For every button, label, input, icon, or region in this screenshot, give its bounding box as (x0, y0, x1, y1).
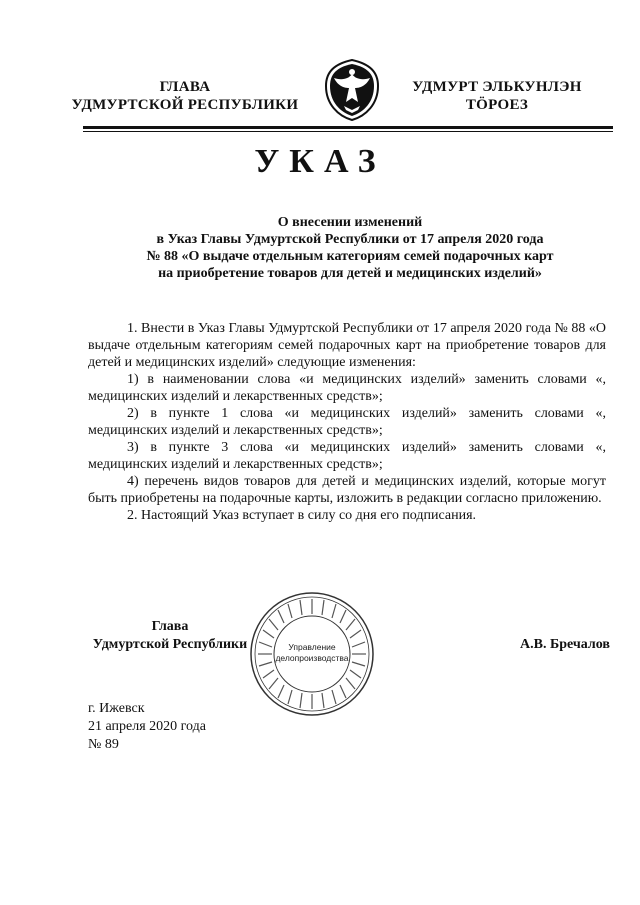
subject-line-4: на приобретение товаров для детей и медицинских изделий» (158, 266, 542, 281)
subject-line-1: О внесении изменений (277, 215, 423, 230)
header-right-line1: УДМУРТ ЭЛЬКУНЛЭН (412, 79, 582, 95)
document-type-title: УКАЗ (254, 143, 386, 180)
document-body (88, 320, 606, 524)
body-paragraph-6: 2. Настоящий Указ вступает в силу со дня его подписания. (127, 508, 477, 523)
subject-line-3: № 88 «О выдаче отдельным категориям семей подарочных карт (146, 249, 554, 264)
body-paragraph-4: 3) в пункте 3 слова «и медицинских изделий» заменить словами «, медицинских изделий и лекарственных средств»; (88, 440, 606, 472)
signatory-position-line1: Глава (151, 619, 189, 634)
signatory-position (80, 618, 260, 654)
document-number: № 89 (88, 737, 119, 752)
header-divider-thick (83, 126, 613, 129)
document-place-date-number (88, 700, 288, 754)
document-date: 21 апреля 2020 года (88, 719, 206, 734)
body-paragraph-5: 4) перечень видов товаров для детей и медицинских изделий, которые могут быть приобретены на подарочные карты, изложить в редакции согласно приложению. (88, 474, 606, 506)
header-right-title (392, 78, 602, 114)
header-left-title (70, 78, 300, 114)
header-left-line1: ГЛАВА (159, 79, 211, 95)
subject-line-2: в Указ Главы Удмуртской Республики от 17 апреля 2020 года (156, 232, 544, 247)
document-subject (100, 214, 600, 282)
stamp-inner-line-1: Управление (288, 642, 336, 652)
signatory-position-line2: Удмуртской Республики (92, 637, 248, 652)
official-stamp-seal (248, 590, 376, 718)
body-paragraph-2: 1) в наименовании слова «и медицинских изделий» заменить словами «, медицинских изделий и лекарственных средств»; (88, 372, 606, 404)
document-city: г. Ижевск (88, 701, 145, 716)
header-right-line2: ТӦРОЕЗ (465, 97, 529, 113)
header-left-line2: УДМУРТСКОЙ РЕСПУБЛИКИ (71, 97, 299, 113)
stamp-inner-line-2: делопроизводства (275, 653, 349, 663)
header-divider-thin (83, 131, 613, 132)
signatory-name: А.В. Бречалов (520, 637, 610, 652)
body-paragraph-3: 2) в пункте 1 слова «и медицинских изделий» заменить словами «, медицинских изделий и лекарственных средств»; (88, 406, 606, 438)
body-paragraph-1: 1. Внести в Указ Главы Удмуртской Республики от 17 апреля 2020 года № 88 «О выдаче отдельным категориям семей подарочных карт на приобретение товаров для детей и медицинских изделий» следующие изменения: (88, 321, 606, 370)
coat-of-arms-emblem-icon (322, 58, 382, 122)
